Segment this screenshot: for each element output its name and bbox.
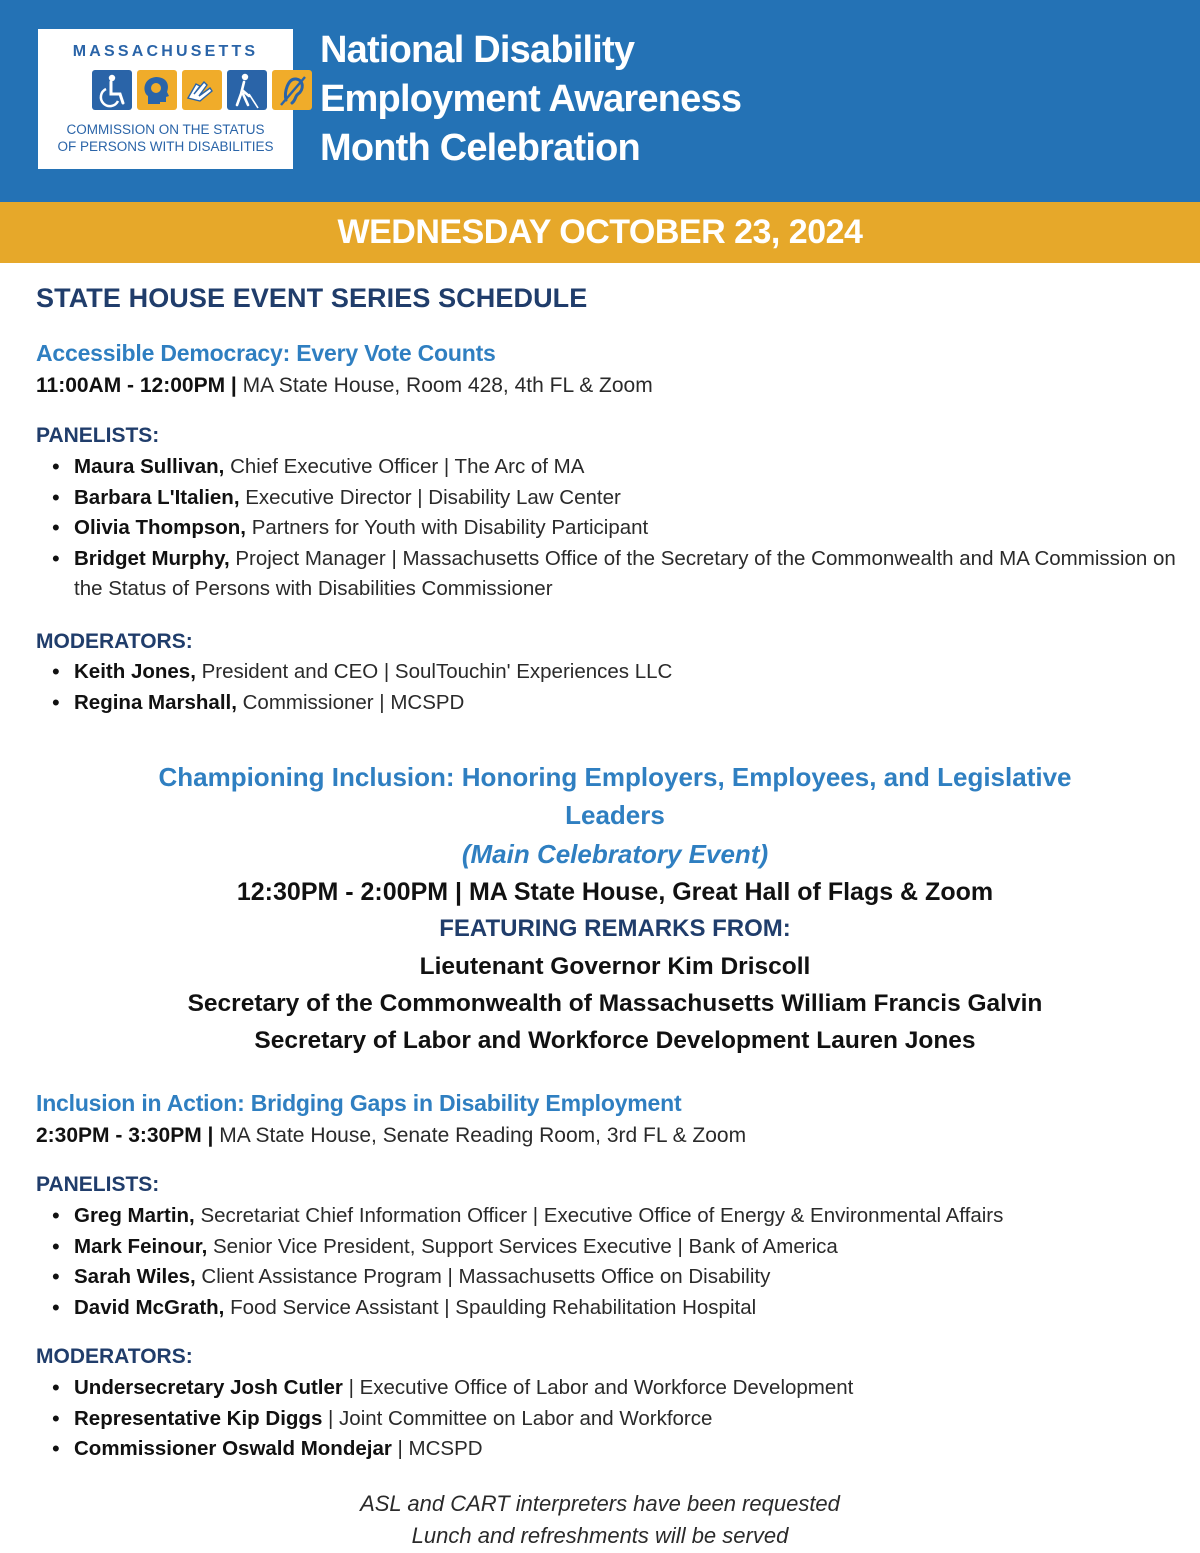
list-item [52,1404,1200,1435]
person-role: Senior Vice President, Support Services Executive | Bank of America [207,1234,838,1258]
person-role: Client Assistance Program | Massachusetts Office on Disability [195,1265,771,1288]
list-item [52,544,1200,605]
panelist-list [52,452,1200,605]
person-name: Mark Feinour, [74,1234,208,1258]
person-role: Partners for Youth with Disability Participant [246,516,649,539]
panelist-list [52,1201,1200,1323]
person-name: Olivia Thompson, [74,516,246,539]
main-event [60,758,1170,1059]
person-name: Representative Kip Diggs [74,1406,323,1430]
moderators-label: MODERATORS: [36,1345,193,1368]
list-item [52,483,1200,514]
person-role: | Joint Committee on Labor and Workforce [322,1406,713,1430]
session-title: Inclusion in Action: Bridging Gaps in Disability Employment [36,1090,682,1116]
person-name: Commissioner Oswald Mondejar [74,1437,392,1460]
person-role: | Executive Office of Labor and Workforce Development [342,1376,854,1399]
person-role: Project Manager | Massachusetts Office of the Secretary of the Commonwealth and MA Commission on the Status of Persons with Disabilities Commissioner [74,546,1176,600]
person-name: Maura Sullivan, [74,455,225,478]
main-event-title [60,758,1170,834]
list-item [52,688,1200,719]
featuring-label: FEATURING REMARKS FROM: [439,915,791,942]
list-item [52,513,1200,544]
person-name: Undersecretary Josh Cutler [74,1376,343,1399]
list-item [52,452,1200,483]
speaker: Secretary of the Commonwealth of Massachusetts William Francis Galvin [187,990,1043,1017]
person-name: Barbara L'Italien, [74,485,240,509]
session-time-location [36,374,653,398]
session-time: 11:00AM - 12:00PM | [36,374,237,397]
page-title-line: Month Celebration [320,127,640,169]
panelists-label: PANELISTS: [36,424,160,447]
logo-caption-line: COMMISSION ON THE STATUS [66,122,265,137]
logo-caption [38,121,293,155]
main-event-time-location: 12:30PM - 2:00PM | MA State House, Great Hall of Flags & Zoom [236,878,994,906]
schedule-heading: STATE HOUSE EVENT SERIES SCHEDULE [36,283,588,313]
moderator-list [52,1373,1200,1465]
session-title: Accessible Democracy: Every Vote Counts [36,340,496,366]
person-role: | MCSPD [391,1437,483,1460]
list-item [52,1373,1200,1404]
hearing-ear-icon [272,70,312,110]
list-item [52,1293,1200,1324]
moderators-label: MODERATORS: [36,630,193,653]
page-title-line: National Disability [320,29,635,71]
person-name: Bridget Murphy, [74,546,230,570]
person-role: Food Service Assistant | Spaulding Rehabilitation Hospital [224,1295,757,1319]
page-title-line: Employment Awareness [320,78,742,120]
list-item [52,1262,1200,1293]
logo-icon-strip [92,70,313,118]
main-event-title-line: Championing Inclusion: Honoring Employers, Employees, and Legislative [158,762,1072,792]
speaker: Lieutenant Governor Kim Driscoll [419,953,811,980]
person-name: Regina Marshall, [74,690,237,714]
person-role: Commissioner | MCSPD [236,690,465,714]
footer-note: Lunch and refreshments will be served [411,1523,789,1548]
logo-wordmark: MASSACHUSETTS [72,43,259,60]
person-role: Secretariat Chief Information Officer | Executive Office of Energy & Environmental Affairs [194,1204,1004,1227]
person-role: Chief Executive Officer | The Arc of MA [224,455,585,478]
logo-caption-line: OF PERSONS WITH DISABILITIES [57,139,274,154]
panelists-label: PANELISTS: [36,1173,160,1196]
page-title [320,26,960,173]
person-name: Sarah Wiles, [74,1265,196,1288]
speaker: Secretary of Labor and Workforce Development Lauren Jones [254,1027,976,1054]
session-time: 2:30PM - 3:30PM | [36,1124,214,1147]
session-location: MA State House, Room 428, 4th FL & Zoom [236,374,653,397]
date-banner [0,202,1200,263]
person-name: David McGrath, [74,1295,225,1319]
main-event-title-line: Leaders [565,800,665,830]
person-role: President and CEO | SoulTouchin' Experiences LLC [195,660,673,683]
person-name: Greg Martin, [74,1204,195,1227]
header-banner [0,0,1200,202]
footer-note: ASL and CART interpreters have been requested [360,1491,840,1516]
event-date: WEDNESDAY OCTOBER 23, 2024 [337,213,863,251]
blind-walker-icon [227,70,267,110]
list-item [52,1201,1200,1232]
session-location: MA State House, Senate Reading Room, 3rd FL & Zoom [213,1124,747,1147]
session-time-location [36,1124,746,1148]
person-role: Executive Director | Disability Law Center [239,485,621,509]
list-item [52,657,1200,688]
cognitive-head-icon [137,70,177,110]
wheelchair-icon [92,70,132,110]
footer-notes [0,1488,1200,1552]
commission-logo [38,29,293,169]
main-event-subtitle: (Main Celebratory Event) [461,839,769,869]
moderator-list [52,657,1200,718]
list-item [52,1232,1200,1263]
sign-language-icon [182,70,222,110]
person-name: Keith Jones, [74,660,196,683]
list-item [52,1434,1200,1465]
